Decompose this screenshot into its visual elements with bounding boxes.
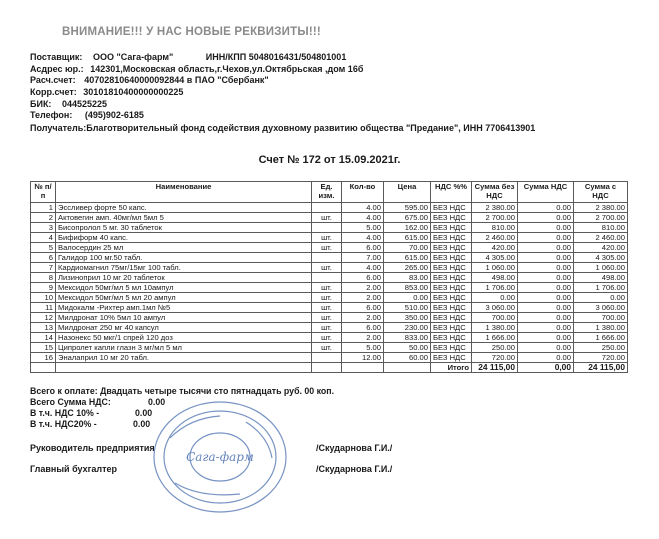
- row-vat-rate: БЕЗ НДС: [431, 333, 472, 343]
- col-header-price: Цена: [384, 182, 431, 203]
- row-gross: 1 666.00: [574, 333, 628, 343]
- row-gross: 810.00: [574, 223, 628, 233]
- table-row: [31, 303, 628, 313]
- row-gross: 720.00: [574, 353, 628, 363]
- table-row: [31, 293, 628, 303]
- row-vat: 0.00: [518, 233, 574, 243]
- row-name: Кардиомагнил 75мг/15мг 100 табл.: [56, 263, 312, 273]
- col-header-net: Сумма без НДС: [472, 182, 518, 203]
- row-net: 1 666.00: [472, 333, 518, 343]
- row-gross: 2 380.00: [574, 203, 628, 213]
- row-price: 265.00: [384, 263, 431, 273]
- row-unit: шт.: [312, 333, 342, 343]
- row-qty: 6.00: [342, 323, 384, 333]
- row-qty: 12.00: [342, 353, 384, 363]
- vat-total-line: [30, 397, 166, 407]
- row-gross: 1 380.00: [574, 323, 628, 333]
- row-vat: 0.00: [518, 283, 574, 293]
- row-name: Эсcливер форте 50 капс.: [56, 203, 312, 213]
- row-price: 853.00: [384, 283, 431, 293]
- row-vat: 0.00: [518, 303, 574, 313]
- table-row: [31, 283, 628, 293]
- row-vat-rate: БЕЗ НДС: [431, 313, 472, 323]
- row-price: 70.00: [384, 243, 431, 253]
- row-vat: 0.00: [518, 293, 574, 303]
- total-label: Итого: [431, 363, 472, 373]
- row-vat-rate: БЕЗ НДС: [431, 353, 472, 363]
- row-no: 14: [31, 333, 56, 343]
- row-price: 595.00: [384, 203, 431, 213]
- row-no: 7: [31, 263, 56, 273]
- notice-banner: ВНИМАНИЕ!!! У НАС НОВЫЕ РЕКВИЗИТЫ!!!: [62, 26, 321, 38]
- row-gross: 250.00: [574, 343, 628, 353]
- table-row: [31, 223, 628, 233]
- row-price: 615.00: [384, 253, 431, 263]
- vat10-label: В т.ч. НДС 10% -: [30, 408, 100, 418]
- row-price: 230.00: [384, 323, 431, 333]
- row-qty: 6.00: [342, 243, 384, 253]
- col-header-gross: Сумма с НДС: [574, 182, 628, 203]
- row-unit: шт.: [312, 243, 342, 253]
- row-name: Мексидол 50мг/мл 5 мл 20 ампул: [56, 293, 312, 303]
- row-unit: шт.: [312, 293, 342, 303]
- table-row: [31, 323, 628, 333]
- row-no: 8: [31, 273, 56, 283]
- row-unit: шт.: [312, 313, 342, 323]
- row-vat-rate: БЕЗ НДС: [431, 203, 472, 213]
- row-qty: 5.00: [342, 343, 384, 353]
- row-name: Мексидол 50мг/мл 5 мл 10ампул: [56, 283, 312, 293]
- row-vat: 0.00: [518, 203, 574, 213]
- row-name: Галидор 100 мг.50 табл.: [56, 253, 312, 263]
- row-vat-rate: БЕЗ НДС: [431, 293, 472, 303]
- phone-value: (495)902-6185: [84, 110, 144, 120]
- row-qty: 2.00: [342, 293, 384, 303]
- vat-total-value: 0.00: [148, 397, 166, 407]
- row-gross: 498.00: [574, 273, 628, 283]
- row-vat: 0.00: [518, 273, 574, 283]
- account-line: [30, 75, 269, 85]
- vat20-value: 0.00: [133, 419, 151, 429]
- col-header-vat: Сумма НДС: [518, 182, 574, 203]
- row-qty: 7.00: [342, 253, 384, 263]
- address-label: Асдрес юр.:: [30, 64, 84, 74]
- row-gross: 2 460.00: [574, 233, 628, 243]
- row-vat-rate: БЕЗ НДС: [431, 283, 472, 293]
- total-row: [31, 363, 628, 373]
- account-label: Расч.счет:: [30, 75, 76, 85]
- corr-line: [30, 87, 183, 97]
- row-unit: [312, 253, 342, 263]
- table-row: [31, 253, 628, 263]
- row-gross: 700.00: [574, 313, 628, 323]
- row-price: 510.00: [384, 303, 431, 313]
- row-no: 16: [31, 353, 56, 363]
- table-row: [31, 273, 628, 283]
- phone-line: [30, 110, 144, 120]
- recipient-value: Благотворительный фонд содействия духовному развитию общества "Предание", ИНН 7706413901: [86, 123, 536, 133]
- row-vat-rate: БЕЗ НДС: [431, 243, 472, 253]
- vat20-line: [30, 419, 151, 429]
- row-name: Мидокалм -Рихтер амп.1мл №5: [56, 303, 312, 313]
- bik-label: БИК:: [30, 99, 52, 109]
- row-vat: 0.00: [518, 223, 574, 233]
- row-gross: 420.00: [574, 243, 628, 253]
- total-in-words: Всего к оплате: Двадцать четыре тысячи сто пятнадцать руб. 00 коп.: [30, 386, 335, 396]
- row-name: Актовегин амп. 40мг/мл 5мл 5: [56, 213, 312, 223]
- head-signature-label: Руководитель предприятия: [30, 443, 155, 453]
- row-name: Милдронат 10% 5мл 10 ампул: [56, 313, 312, 323]
- row-vat: 0.00: [518, 333, 574, 343]
- row-vat: 0.00: [518, 253, 574, 263]
- row-price: 83.00: [384, 273, 431, 283]
- row-net: 2 380.00: [472, 203, 518, 213]
- row-qty: 6.00: [342, 303, 384, 313]
- total-net: 24 115,00: [472, 363, 518, 373]
- address-value: 142301,Московская область,г.Чехов,ул.Октябрьская ,дом 16б: [90, 64, 364, 74]
- col-header-vat-rate: НДС %%: [431, 182, 472, 203]
- row-qty: 4.00: [342, 213, 384, 223]
- vat10-line: [30, 408, 153, 418]
- row-no: 13: [31, 323, 56, 333]
- row-no: 10: [31, 293, 56, 303]
- row-vat: 0.00: [518, 263, 574, 273]
- row-net: 1 706.00: [472, 283, 518, 293]
- recipient-line: [30, 123, 535, 133]
- accountant-signature-label: Главный бухгалтер: [30, 464, 118, 474]
- row-no: 12: [31, 313, 56, 323]
- corr-label: Корр.счет:: [30, 87, 77, 97]
- accountant-signature-name: /Скударнова Г.И./: [316, 464, 393, 474]
- row-net: 420.00: [472, 243, 518, 253]
- row-vat: 0.00: [518, 243, 574, 253]
- row-gross: 4 305.00: [574, 253, 628, 263]
- row-net: 4 305.00: [472, 253, 518, 263]
- row-price: 675.00: [384, 213, 431, 223]
- stamp-text: Сага-фарм: [186, 450, 254, 464]
- row-vat-rate: БЕЗ НДС: [431, 233, 472, 243]
- row-price: 60.00: [384, 353, 431, 363]
- total-vat: 0,00: [518, 363, 574, 373]
- recipient-label: Получатель:: [30, 123, 87, 133]
- address-line: [30, 64, 363, 74]
- row-net: 720.00: [472, 353, 518, 363]
- supplier-name: ООО "Сага-фарм": [92, 52, 174, 62]
- row-net: 498.00: [472, 273, 518, 283]
- row-no: 11: [31, 303, 56, 313]
- row-unit: [312, 353, 342, 363]
- row-vat-rate: БЕЗ НДС: [431, 213, 472, 223]
- row-gross: 3 060.00: [574, 303, 628, 313]
- row-vat-rate: БЕЗ НДС: [431, 223, 472, 233]
- row-unit: [312, 223, 342, 233]
- row-net: 1 380.00: [472, 323, 518, 333]
- row-unit: шт.: [312, 233, 342, 243]
- row-price: 615.00: [384, 233, 431, 243]
- row-qty: 2.00: [342, 333, 384, 343]
- row-net: 1 060.00: [472, 263, 518, 273]
- bik-value: 044525225: [61, 99, 108, 109]
- row-name: Валосердин 25 мл: [56, 243, 312, 253]
- row-net: 0.00: [472, 293, 518, 303]
- table-row: [31, 203, 628, 213]
- row-price: 162.00: [384, 223, 431, 233]
- row-no: 1: [31, 203, 56, 213]
- row-gross: 1 060.00: [574, 263, 628, 273]
- invoice-title: Счет № 172 от 15.09.2021г.: [258, 154, 401, 166]
- inn-label: ИНН/КПП: [205, 52, 247, 62]
- account-value: 40702810640000092844 в ПАО "Сбербанк": [84, 75, 269, 85]
- row-qty: 4.00: [342, 233, 384, 243]
- row-net: 810.00: [472, 223, 518, 233]
- total-gross: 24 115,00: [574, 363, 628, 373]
- table-header: [31, 182, 628, 203]
- row-name: Лизиноприл 10 мг 20 таблеток: [56, 273, 312, 283]
- row-unit: шт.: [312, 263, 342, 273]
- supplier-label: Поставщик:: [30, 52, 83, 62]
- table-row: [31, 233, 628, 243]
- row-unit: шт.: [312, 213, 342, 223]
- row-gross: 2 700.00: [574, 213, 628, 223]
- table-row: [31, 343, 628, 353]
- row-net: 2 700.00: [472, 213, 518, 223]
- row-vat-rate: БЕЗ НДС: [431, 273, 472, 283]
- row-no: 4: [31, 233, 56, 243]
- head-signature-name: /Скударнова Г.И./: [316, 443, 393, 453]
- items-table: [30, 181, 628, 373]
- row-no: 15: [31, 343, 56, 353]
- row-qty: 2.00: [342, 313, 384, 323]
- row-vat-rate: БЕЗ НДС: [431, 343, 472, 353]
- row-name: Бифиформ 40 капс.: [56, 233, 312, 243]
- col-header-no: № п/п: [31, 182, 56, 203]
- row-vat: 0.00: [518, 323, 574, 333]
- row-vat: 0.00: [518, 343, 574, 353]
- row-qty: 6.00: [342, 273, 384, 283]
- bik-line: [30, 99, 107, 109]
- inn-value: 5048016431/504801001: [248, 52, 347, 62]
- row-price: 50.00: [384, 343, 431, 353]
- row-name: Назонекс 50 мкг/1 спрей 120 доз: [56, 333, 312, 343]
- col-header-qty: Кол-во: [342, 182, 384, 203]
- table-row: [31, 243, 628, 253]
- table-row: [31, 353, 628, 363]
- row-vat: 0.00: [518, 313, 574, 323]
- company-stamp: [150, 398, 290, 516]
- row-name: Милдронат 250 мг 40 капсул: [56, 323, 312, 333]
- table-row: [31, 313, 628, 323]
- row-unit: [312, 273, 342, 283]
- row-vat-rate: БЕЗ НДС: [431, 253, 472, 263]
- row-no: 2: [31, 213, 56, 223]
- row-no: 3: [31, 223, 56, 233]
- col-header-unit: Ед. изм.: [312, 182, 342, 203]
- row-net: 700.00: [472, 313, 518, 323]
- row-unit: шт.: [312, 303, 342, 313]
- col-header-name: Наименование: [56, 182, 312, 203]
- row-qty: 4.00: [342, 263, 384, 273]
- vat20-label: В т.ч. НДС20% -: [30, 419, 97, 429]
- row-vat: 0.00: [518, 353, 574, 363]
- row-price: 0.00: [384, 293, 431, 303]
- phone-label: Телефон:: [30, 110, 73, 120]
- row-no: 9: [31, 283, 56, 293]
- row-no: 6: [31, 253, 56, 263]
- row-qty: 5.00: [342, 223, 384, 233]
- row-price: 833.00: [384, 333, 431, 343]
- supplier-line: [30, 52, 346, 62]
- row-name: Ципролет капли глазн 3 мг/мл 5 мл: [56, 343, 312, 353]
- vat10-value: 0.00: [135, 408, 153, 418]
- row-no: 5: [31, 243, 56, 253]
- table-row: [31, 263, 628, 273]
- row-vat-rate: БЕЗ НДС: [431, 323, 472, 333]
- row-vat-rate: БЕЗ НДС: [431, 303, 472, 313]
- row-qty: 2.00: [342, 283, 384, 293]
- row-unit: шт.: [312, 343, 342, 353]
- row-unit: [312, 203, 342, 213]
- row-vat-rate: БЕЗ НДС: [431, 263, 472, 273]
- row-vat: 0.00: [518, 213, 574, 223]
- corr-value: 30101810400000000225: [83, 87, 184, 97]
- vat-total-label: Всего Сумма НДС:: [30, 397, 111, 407]
- row-name: Бисопролол 5 мг. 30 таблеток: [56, 223, 312, 233]
- row-unit: шт.: [312, 323, 342, 333]
- row-gross: 1 706.00: [574, 283, 628, 293]
- row-name: Эналаприл 10 мг 20 табл.: [56, 353, 312, 363]
- row-net: 250.00: [472, 343, 518, 353]
- row-net: 2 460.00: [472, 233, 518, 243]
- row-net: 3 060.00: [472, 303, 518, 313]
- row-price: 350.00: [384, 313, 431, 323]
- row-unit: шт.: [312, 283, 342, 293]
- table-row: [31, 333, 628, 343]
- table-row: [31, 213, 628, 223]
- row-qty: 4.00: [342, 203, 384, 213]
- row-gross: 0.00: [574, 293, 628, 303]
